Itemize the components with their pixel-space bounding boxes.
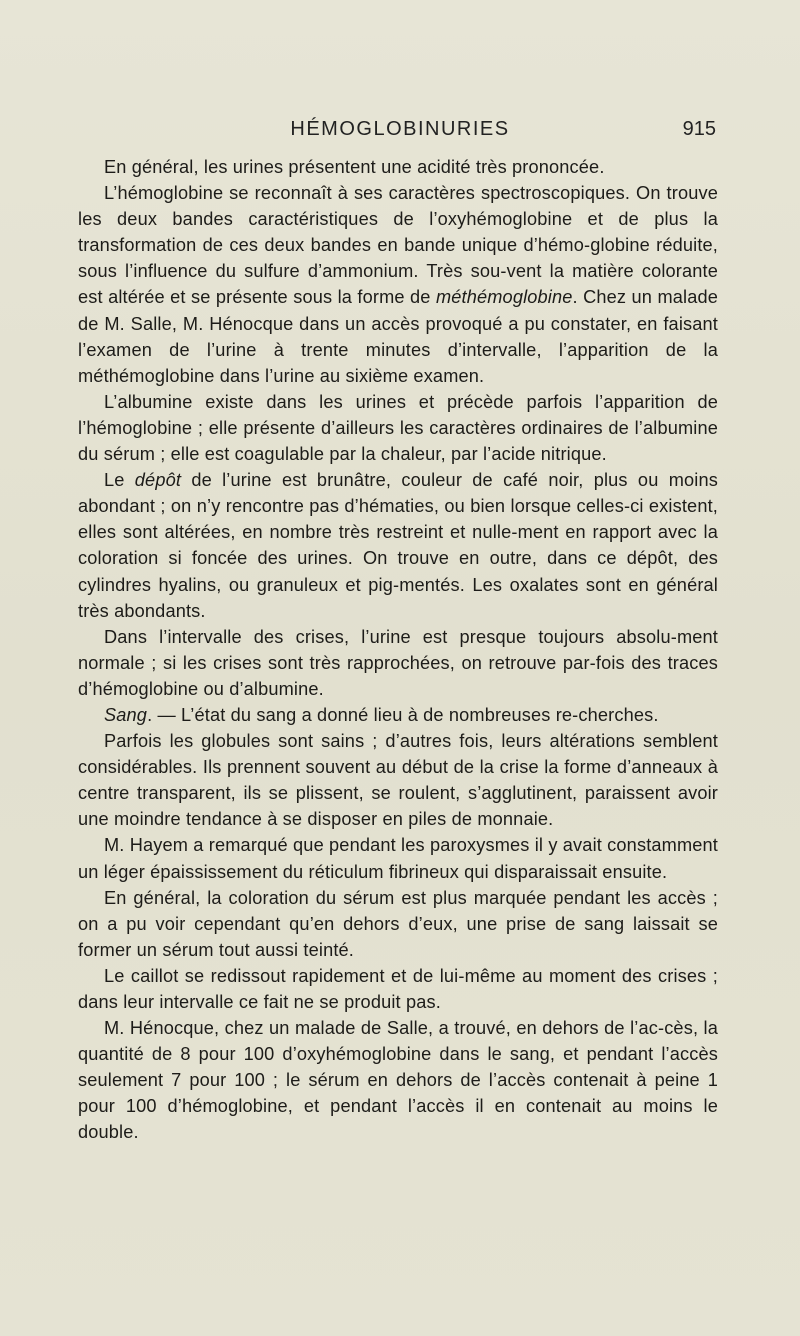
page-number: 915 — [682, 118, 716, 140]
text-run: Le — [104, 470, 135, 491]
text-run: de l’urine est brunâtre, couleur de café noir, plus ou moins abondant ; on n’y rencontre pas d’hématies, ou bien lorsque celles-ci existent, elles sont altérées, en nombre très restreint et nulle-ment en rapport avec la coloration si foncée des urines. On trouve en outre, dans ce dépôt, des cylindres hyalins, ou granuleux et pig-mentés. Les oxalates sont en général très abondants. — [78, 470, 718, 621]
paragraph — [78, 180, 718, 389]
paragraph — [78, 702, 718, 728]
text-run: . Chez un malade de M. Salle, M. Hénocque dans un accès provoqué a pu constater, en faisant l’examen de l’urine à trente minutes d’intervalle, l’apparition de la méthémoglobine dans l’urine au sixième examen. — [78, 287, 718, 386]
body-text — [78, 154, 718, 1146]
text-run: Le caillot se redissout rapidement et de lui-même au moment des crises ; dans leur intervalle ce fait ne se produit pas. — [78, 965, 718, 1012]
paragraph — [78, 963, 718, 1015]
text-run: En général, la coloration du sérum est plus marquée pendant les accès ; on a pu voir cependant qu’en dehors d’eux, une prise de sang laissait se former un sérum tout aussi teinté. — [78, 887, 718, 960]
italic-term: méthémoglobine — [435, 287, 573, 308]
text-run: L’hémoglobine se reconnaît à ses caractères spectroscopiques. On trouve les deux bandes caractéristiques de l’oxyhémoglobine et de plus la transformation de ces deux bandes en bande unique d’hémo-globine réduite, sous l’influence du sulfure d’ammonium. Très sou-vent la matière colorante est altérée et se présente sous la forme de — [78, 183, 718, 308]
text-run: L’albumine existe dans les urines et précède parfois l’apparition de l’hémoglobine ; elle présente d’ailleurs les caractères ordinaires de l’albumine du sérum ; elle est coagulable par la chaleur, par l’acide nitrique. — [78, 391, 718, 465]
italic-term: dépôt — [134, 470, 182, 491]
paragraph — [78, 154, 718, 180]
paragraph — [78, 885, 718, 963]
text-run: Dans l’intervalle des crises, l’urine est presque toujours absolu-ment normale ; si les crises sont très rapprochées, on retrouve par-fois des traces d’hémoglobine ou d’albumine. — [78, 626, 718, 699]
text-run: . — L’état du sang a donné lieu à de nombreuses re-cherches. — [147, 704, 659, 725]
paragraph — [78, 1015, 718, 1145]
text-run: En général, les urines présentent une acidité très prononcée. — [104, 157, 605, 177]
italic-term: Sang — [104, 704, 148, 725]
paragraph — [78, 728, 718, 832]
paragraph — [78, 467, 718, 624]
paragraph — [78, 832, 718, 884]
paragraph — [78, 624, 718, 702]
running-head — [0, 114, 800, 144]
text-run: M. Hayem a remarqué que pendant les paroxysmes il y avait constamment un léger épaississement du réticulum fibrineux qui disparaissait ensuite. — [78, 835, 718, 882]
running-title: HÉMOGLOBINURIES — [290, 118, 510, 140]
text-run: M. Hénocque, chez un malade de Salle, a trouvé, en dehors de l’ac-cès, la quantité de 8 pour 100 d’oxyhémoglobine dans le sang, et pendant l’accès seulement 7 pour 100 ; le sérum en dehors de l’accès contenait à peine 1 pour 100 d’hémoglobine, et pendant l’accès il en contenait au moins le double. — [78, 1018, 718, 1143]
paragraph — [78, 389, 718, 467]
text-run: Parfois les globules sont sains ; d’autres fois, leurs altérations semblent considérables. Ils prennent souvent au début de la crise la forme d’anneaux à centre transparent, ils se plissent, se roulent, s’agglutinent, paraissent avoir une moindre tendance à se disposer en piles de monnaie. — [78, 731, 718, 830]
